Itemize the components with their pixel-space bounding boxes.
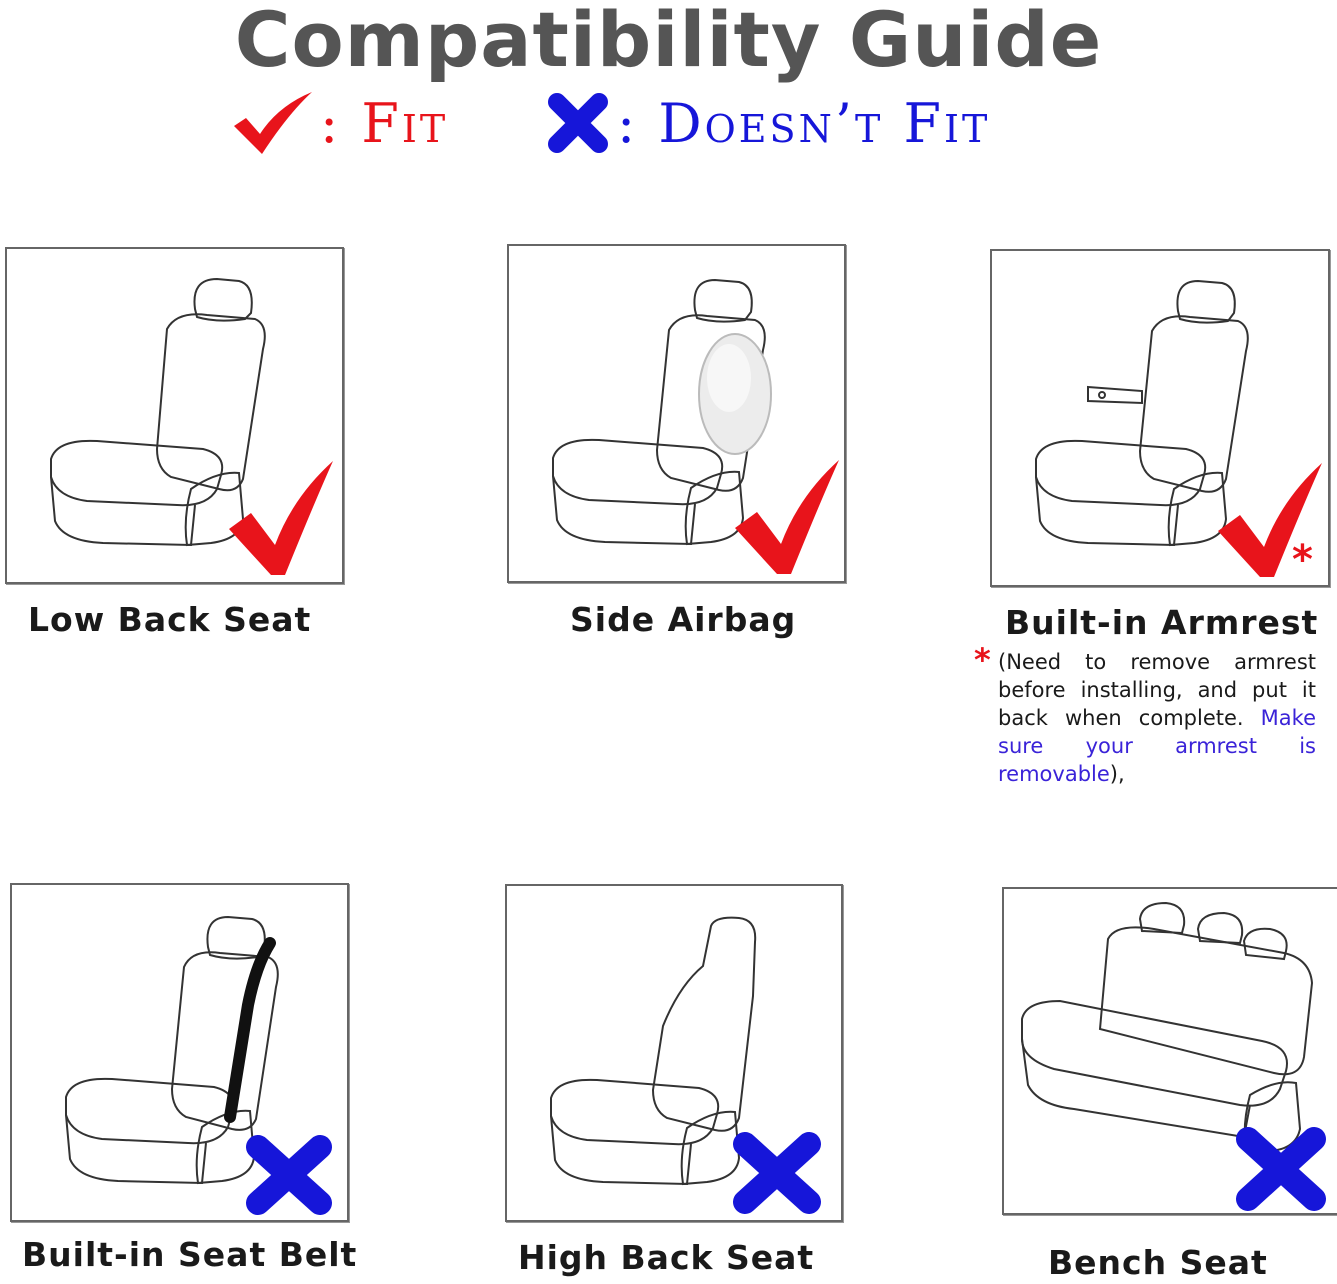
seat-label: Side Airbag xyxy=(570,600,797,639)
seat-card-low-back xyxy=(5,247,344,584)
nofit-cross-icon xyxy=(242,1133,336,1217)
seat-label: Built-in Seat Belt xyxy=(22,1235,358,1274)
seat-label: Low Back Seat xyxy=(28,600,312,639)
armrest-note xyxy=(998,648,1316,788)
legend-nofit xyxy=(545,88,990,158)
svg-text:*: * xyxy=(1292,537,1313,579)
fit-checkmark-icon xyxy=(225,457,337,577)
seat-card-seat-belt xyxy=(10,883,349,1222)
fit-checkmark-icon xyxy=(1214,459,1326,579)
asterisk-icon: * xyxy=(974,641,991,679)
seat-card-high-back xyxy=(505,884,843,1222)
seat-card-armrest xyxy=(990,249,1330,587)
red-checkmark-icon xyxy=(232,90,314,156)
armrest-note-highlight: Make sure your armrest is removable xyxy=(998,706,1316,786)
page-title: Compatibility Guide xyxy=(234,0,1103,84)
legend-fit-label: : Fit xyxy=(320,91,449,155)
fit-checkmark-icon xyxy=(731,456,843,576)
armrest-note-end: ), xyxy=(1109,762,1125,786)
legend-fit xyxy=(232,88,448,158)
legend-nofit-label: : Doesn’t Fit xyxy=(617,91,991,155)
blue-cross-icon xyxy=(545,92,611,154)
seat-label: Built-in Armrest xyxy=(1005,603,1319,642)
armrest-note-text: (Need to remove armrest before installing, and put it back when complete. xyxy=(998,650,1316,730)
seat-card-side-airbag xyxy=(507,244,846,583)
seat-card-bench xyxy=(1002,887,1337,1215)
nofit-cross-icon xyxy=(729,1130,825,1216)
seat-label: Bench Seat xyxy=(1048,1243,1268,1282)
seat-label: High Back Seat xyxy=(518,1238,815,1277)
nofit-cross-icon xyxy=(1232,1125,1330,1213)
